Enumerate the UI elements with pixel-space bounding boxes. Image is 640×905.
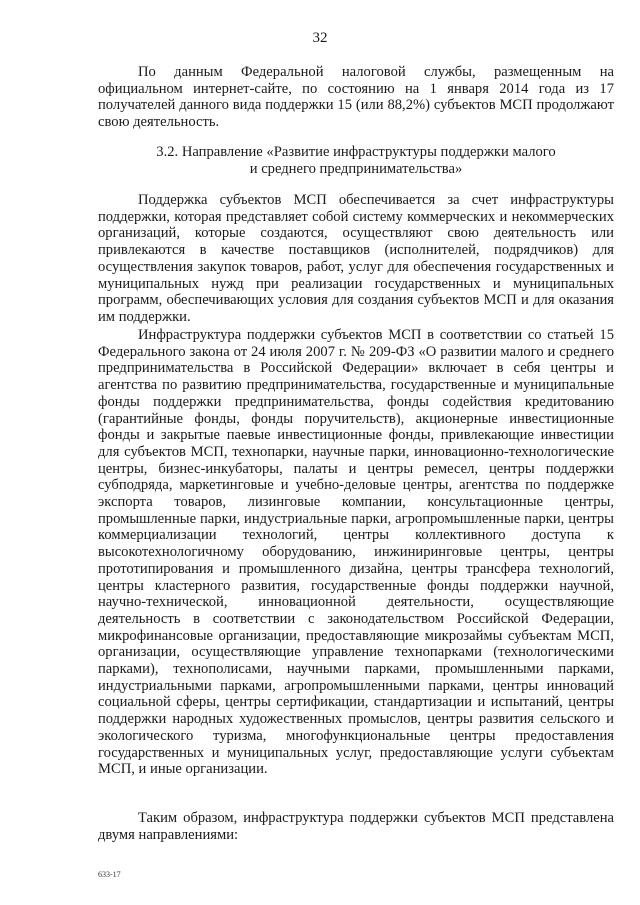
footer-code: 633-17 [98, 870, 121, 879]
section-title-line-1: 3.2. Направление «Развитие инфраструктуры поддержки малого [156, 144, 556, 160]
page-number: 32 [312, 30, 328, 46]
paragraph-support: Поддержка субъектов МСП обеспечивается за счет инфраструктуры поддержки, которая представляет собой систему коммерческих и некоммерческих организаций, которые создаются, осуществляют свою деятельность или привлекаются в качестве поставщиков (исполнителей, подрядчиков) для осуществления закупок товаров, работ, услуг для обеспечения государственных и муниципальных нужд при реализации государственных и муниципальных программ, обеспечивающих условия для создания субъектов МСП и для оказания им поддержки. [98, 192, 614, 325]
section-title-line-2: и среднего предпринимательства» [249, 160, 463, 177]
paragraph-intro: По данным Федеральной налоговой службы, размещенным на официальном интернет-сайте, по состоянию на 1 января 2014 года из 17 получателей данного вида поддержки 15 (или 88,2%) субъектов МСП продолжают свою деятельность. [98, 64, 614, 131]
paragraph-infrastructure: Инфраструктура поддержки субъектов МСП в соответствии со статьей 15 Федерального закона от 24 июля 2007 г. № 209-ФЗ «О развитии малого и среднего предпринимательства в Российской Федерации» включает в себя центры и агентства по развитию предпринимательства, государственные и муниципальные фонды поддержки предпринимательства, фонды содействия кредитованию (гарантийные фонды, фонды поручительств), акционерные инвестиционные фонды и закрытые паевые инвестиционные фонды, привлекающие инвестиции для субъектов МСП, технопарки, научные парки, инновационно-технологические центры, бизнес-инкубаторы, палаты и центры ремесел, центры поддержки субподряда, маркетинговые и учебно-деловые центры, агентства по поддержке экспорта товаров, лизинговые компании, консультационные центры, промышленные парки, индустриальные парки, агропромышленные парки, центры коммерциализации технологий, центры коллективного доступа к высокотехнологичному оборудованию, инжиниринговые центры, центры прототипирования и промышленного дизайна, центры трансфера технологий, центры кластерного развития, государственные фонды поддержки научной, научно-технической, инновационной деятельности, осуществляющие деятельность в соответствии с законодательством Российской Федерации, микрофинансовые организации, предоставляющие микрозаймы субъектам МСП, организации, осуществляющие управление технопарками (технологическими парками), технополисами, научными парками, промышленными парками, индустриальными парками, агропромышленными парками, центры инноваций социальной сферы, центры сертификации, стандартизации и испытаний, центры поддержки народных художественных промыслов, центры развития сельского и экологического туризма, многофункциональные центры предоставления государственных и муниципальных услуг, предоставляющие услуги субъектам МСП, и иные организации. [98, 327, 614, 778]
section-title [98, 144, 614, 177]
paragraph-conclusion: Таким образом, инфраструктура поддержки субъектов МСП представлена двумя направлениями: [98, 810, 614, 843]
